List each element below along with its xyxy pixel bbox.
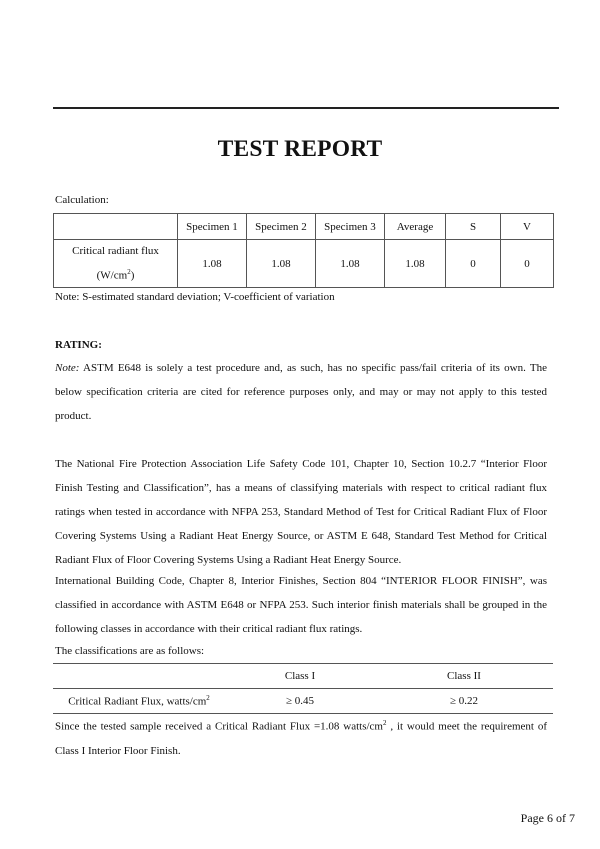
cls-value-class-2: ≥ 0.22	[375, 689, 553, 714]
cls-header-class-2: Class II	[375, 664, 553, 689]
page-number: Page 6 of 7	[520, 811, 575, 825]
nfpa-paragraph: The National Fire Protection Association Life Safety Code 101, Chapter 10, Section 10.2.7 “Interior Floor Finish Testing and Classification”, has a means of classifying materials with respect to critical radiant flux ratings when tested in accordance with NFPA 253, Standard Method of Test for Critical Radiant Flux of Floor Covering Systems Using a Radiant Heat Energy Source, or ASTM E 648, Standard Test Method for Critical Radiant Flux of Floor Covering Systems Using a Radiant Heat Energy Source.	[55, 458, 547, 566]
rating-note-text: ASTM E648 is solely a test procedure and, as such, has no specific pass/fail criteria of its own. The below specification criteria are cited for reference purposes only, and may or may not apply to this tested product.	[55, 362, 547, 422]
classifications-intro: The classifications are as follows:	[55, 645, 205, 657]
rating-note-prefix: Note:	[55, 362, 80, 374]
classification-data-row	[53, 689, 553, 714]
classification-table	[53, 663, 553, 714]
cls-value-class-1: ≥ 0.45	[225, 689, 375, 714]
header-rule	[53, 107, 559, 109]
abbreviation-note: Note: S-estimated standard deviation; V-coefficient of variation	[55, 291, 335, 303]
page-title: TEST REPORT	[217, 136, 383, 162]
rating-heading: RATING:	[55, 339, 102, 351]
calc-property-cell	[54, 240, 178, 288]
calc-header-s: S	[446, 214, 501, 240]
calculation-header-row	[54, 214, 554, 240]
calc-value-average: 1.08	[385, 240, 446, 288]
calc-header-empty	[54, 214, 178, 240]
cls-header-empty	[53, 664, 225, 689]
calc-value-specimen-3: 1.08	[316, 240, 385, 288]
calc-property-name: Critical radiant flux	[72, 244, 159, 257]
calc-header-specimen-3: Specimen 3	[316, 214, 385, 240]
cls-header-class-1: Class I	[225, 664, 375, 689]
calc-header-specimen-2: Specimen 2	[247, 214, 316, 240]
calc-value-s: 0	[446, 240, 501, 288]
calc-value-specimen-1: 1.08	[178, 240, 247, 288]
calc-header-average: Average	[385, 214, 446, 240]
conclusion-paragraph: Since the tested sample received a Critical Radiant Flux =1.08 watts/$cm^2$ , it would meet the requirement of Class I Interior Floor Finish.	[55, 719, 547, 757]
ibc-paragraph: International Building Code, Chapter 8, Interior Finishes, Section 804 “INTERIOR FLOOR FINISH”, was classified in accordance with ASTM E648 or NFPA 253. Such interior finish materials shall be grouped in the following classes in accordance with their critical radiant flux ratings.	[55, 575, 547, 635]
calculation-data-row	[54, 240, 554, 288]
calc-value-specimen-2: 1.08	[247, 240, 316, 288]
calculation-table	[53, 213, 554, 288]
calc-header-v: V	[501, 214, 554, 240]
calc-property-unit: $(W/cm^2)$	[96, 267, 135, 282]
calc-header-specimen-1: Specimen 1	[178, 214, 247, 240]
calculation-label: Calculation:	[55, 194, 109, 206]
rating-note-paragraph	[55, 356, 547, 428]
cls-row-label: Critical Radiant Flux, watts/$cm^2$	[53, 689, 225, 714]
classification-header-row	[53, 664, 553, 689]
calc-value-v: 0	[501, 240, 554, 288]
